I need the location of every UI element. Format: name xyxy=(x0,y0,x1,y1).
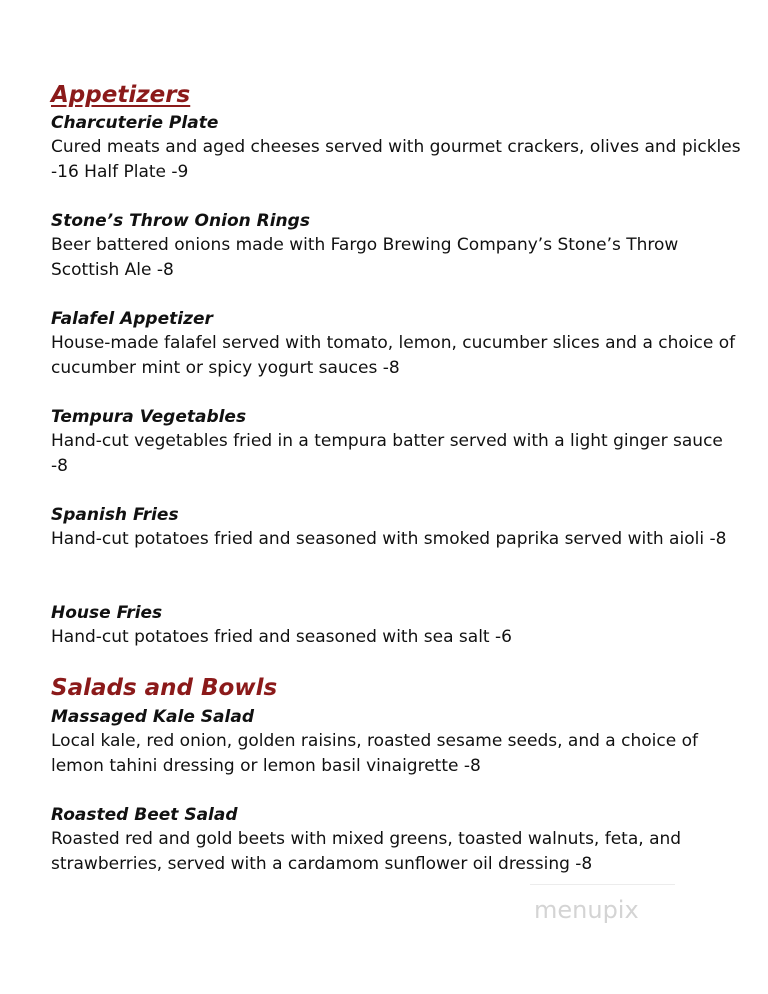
item-description: Hand-cut potatoes fried and seasoned with smoked paprika served with aioli -8 xyxy=(51,529,727,549)
menupix-watermark: menupix xyxy=(534,896,639,924)
item-description: House-made falafel served with tomato, lemon, cucumber slices and a choice of cucumber mint or spicy yogurt sauces -8 xyxy=(51,333,736,378)
item-name: Roasted Beet Salad xyxy=(51,805,238,825)
item-description: Hand-cut potatoes fried and seasoned with sea salt -6 xyxy=(51,627,512,647)
menu-item-spanish-fries xyxy=(51,503,741,552)
item-name: Tempura Vegetables xyxy=(51,407,247,427)
watermark-rule xyxy=(530,884,675,885)
section-title-salads-and-bowls: Salads and Bowls xyxy=(51,675,278,701)
menu-item-tempura-vegetables xyxy=(51,405,741,478)
item-description: Beer battered onions made with Fargo Brewing Company’s Stone’s Throw Scottish Ale -8 xyxy=(51,235,679,280)
menu-item-massaged-kale-salad xyxy=(51,705,741,778)
menu-item-onion-rings xyxy=(51,209,741,282)
menu-item-house-fries xyxy=(51,601,741,650)
item-name: Massaged Kale Salad xyxy=(51,707,254,727)
item-name: Charcuterie Plate xyxy=(51,113,219,133)
item-name: Stone’s Throw Onion Rings xyxy=(51,211,310,231)
item-name: Falafel Appetizer xyxy=(51,309,213,329)
menu-item-falafel-appetizer xyxy=(51,307,741,380)
item-description: Local kale, red onion, golden raisins, roasted sesame seeds, and a choice of lemon tahini dressing or lemon basil vinaigrette -8 xyxy=(51,731,698,776)
item-description: Cured meats and aged cheeses served with gourmet crackers, olives and pickles -16 Half Plate -9 xyxy=(51,137,741,182)
menu-item-roasted-beet-salad xyxy=(51,803,741,876)
item-description: Hand-cut vegetables fried in a tempura batter served with a light ginger sauce -8 xyxy=(51,431,723,476)
item-name: House Fries xyxy=(51,603,163,623)
item-name: Spanish Fries xyxy=(51,505,179,525)
menu-item-charcuterie-plate xyxy=(51,111,741,184)
section-title-appetizers: Appetizers xyxy=(51,82,191,108)
item-description: Roasted red and gold beets with mixed greens, toasted walnuts, feta, and strawberries, served with a cardamom sunflower oil dressing -8 xyxy=(51,829,682,874)
